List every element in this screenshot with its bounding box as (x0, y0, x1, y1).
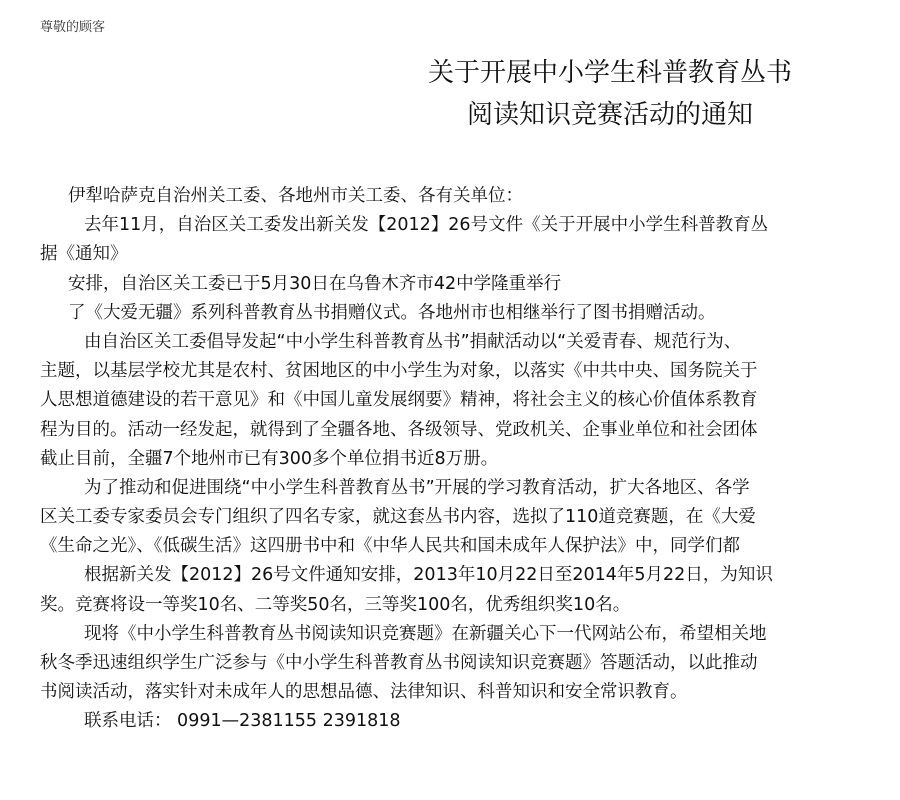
paragraph-line: 区关工委专家委员会专门组织了四名专家，就这套丛书内容，选拟了110道竞赛题，在《大爱 (40, 507, 756, 528)
paragraph-line: 书阅读活动，落实针对未成年人的思想品德、法律知识、科普知识和安全常识教育。 (40, 682, 688, 703)
contact-phone: 联系电话： 0991—2381155 2391818 (84, 711, 401, 732)
title-line-2: 阅读知识竞赛活动的通知 (466, 100, 753, 130)
paragraph-line: 据《通知》 (40, 244, 128, 265)
paragraph-line: 去年11月，自治区关工委发出新关发【2012】26号文件《关于开展中小学生科普教育丛 (84, 215, 769, 236)
paragraph-line: 奖。竞赛将设一等奖10名、二等奖50名，三等奖100名，优秀组织奖10名。 (40, 594, 631, 615)
header-salutation: 尊敬的顾客 (40, 20, 106, 35)
paragraph-line: 主题，以基层学校尤其是农村、贫困地区的中小学生为对象，以落实《中共中央、国务院关于 (40, 361, 758, 382)
paragraph-line: 为了推动和促进围绕“中小学生科普教育丛书”开展的学习教育活动，扩大各地区、各学 (84, 477, 750, 498)
paragraph-line: 现将《中小学生科普教育丛书阅读知识竞赛题》在新疆关心下一代网站公布，希望相关地 (84, 623, 767, 644)
paragraph-line: 《生命之光》、《低碳生活》这四册书中和《中华人民共和国未成年人保护法》中，同学们都 (40, 536, 740, 557)
paragraph-line: 截止目前，全疆7个地州市已有300多个单位捐书近8万册。 (40, 448, 499, 469)
document-title (0, 52, 900, 136)
paragraph-line: 秋冬季迅速组织学生广泛参与《中小学生科普教育丛书阅读知识竞赛题》答题活动，以此推动 (40, 653, 758, 673)
paragraph-line: 由自治区关工委倡导发起“中小学生科普教育丛书”捐献活动以“关爱青春、规范行为、 (84, 331, 742, 352)
document-body (0, 182, 900, 800)
paragraph-line: 根据新关发【2012】26号文件通知安排，2013年10月22日至2014年5月22日，为知识 (84, 565, 773, 586)
paragraph-line: 伊犁哈萨克自治州关工委、各地州市关工委、各有关单位： (68, 186, 523, 206)
paragraph-line: 了《大爱无疆》系列科普教育丛书捐赠仪式。各地州市也相继举行了图书捐赠活动。 (68, 302, 716, 323)
title-line-1: 关于开展中小学生科普教育丛书 (427, 58, 792, 88)
paragraph-line: 人思想道德建设的若干意见》和《中国儿童发展纲要》精神，将社会主义的核心价值体系教育 (40, 390, 758, 411)
paragraph-line: 程为目的。活动一经发起，就得到了全疆各地、各级领导、党政机关、企事业单位和社会团体 (40, 419, 758, 440)
paragraph-line: 安排，自治区关工委已于5月30日在乌鲁木齐市42中学隆重举行 (68, 273, 562, 294)
